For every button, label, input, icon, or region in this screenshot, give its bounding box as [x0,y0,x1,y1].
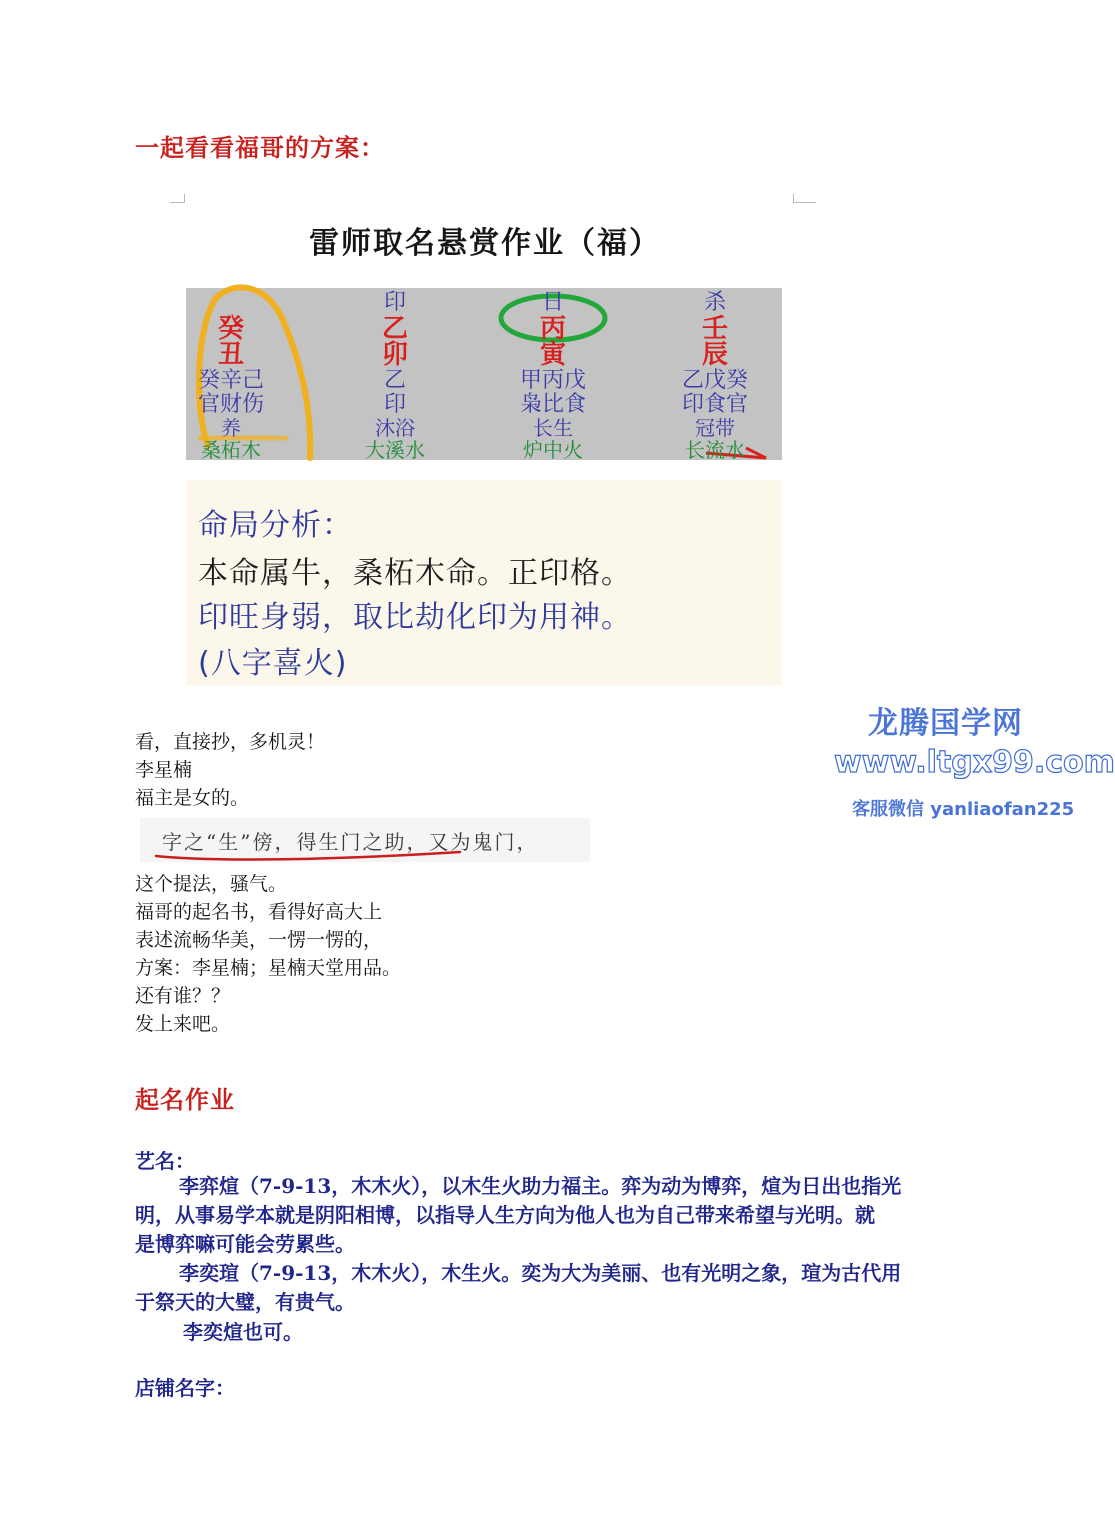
growth-stage: 冠带 [695,416,735,440]
heavenly-stem: 丙 [539,314,566,344]
ten-god: 杀 [703,290,726,315]
earthly-branch: 卯 [381,340,408,370]
nayin: 炉中火 [523,438,583,462]
watermark-title: 龙腾国学网 [868,706,1023,741]
option-line: 李奕瑄（7-9-13，木木火），木生火。奕为大为美丽、也有光明之象，瑄为古代用 [179,1261,902,1285]
comment-line: 方案：李星楠；星楠天堂用品。 [135,957,402,979]
earthly-branch: 辰 [701,340,728,370]
ten-god: 日 [541,290,564,315]
comment-line: 发上来吧。 [135,1013,231,1035]
growth-stage: 养 [221,416,241,440]
analysis-line: (八字喜火) [198,646,348,681]
analysis-line: 本命属牛，桑柘木命。正印格。 [198,556,632,591]
analysis-line: 印旺身弱，取比劫化印为用神。 [198,600,632,635]
comment-line: 李星楠 [135,759,193,781]
comment-line: 福哥的起名书，看得好高大上 [135,901,383,923]
pillar-day [498,288,608,462]
comment-block-bottom [135,870,401,1038]
nayin: 桑柘木 [201,438,261,462]
growth-stage: 长生 [533,416,573,440]
ten-god [176,292,286,316]
earthly-branch: 寅 [539,340,566,370]
homework-heading: 起名作业 [135,1086,235,1114]
comment-line: 福主是女的。 [135,787,250,809]
growth-stage: 沐浴 [375,416,415,440]
name-option-1 [135,1172,955,1259]
earthly-branch: 丑 [217,340,244,370]
comment-line: 还有谁？？ [135,985,231,1007]
hidden-stems: 甲丙戊 [519,368,586,393]
analysis-panel [186,480,782,685]
nayin: 长流水 [685,438,745,462]
name-option-3: 李奕煊也可。 [183,1320,303,1344]
comment-line: 表述流畅华美，一愣一愣的， [135,929,383,951]
hidden-ten-gods: 官财伤 [197,392,264,417]
option-line: 是博弈嘛可能会劳累些。 [135,1232,355,1256]
watermark-url: www.ltgx99.com [834,745,1115,780]
red-underline [154,848,464,862]
embedded-document-image [150,190,820,700]
hidden-ten-gods: 印食官 [681,392,748,417]
hidden-stems: 乙戊癸 [681,368,748,393]
watermark-contact: 客服微信 yanliaofan225 [852,799,1075,820]
bazi-chart [186,288,782,460]
option-line: 明，从事易学本就是阴阳相博，以指导人生方向为他人也为自己带来希望与光明。就 [135,1203,875,1227]
intro-heading: 一起看看福哥的方案： [135,134,385,162]
shop-name-label: 店铺名字： [135,1376,235,1400]
option-line: 于祭天的大璧，有贵气。 [135,1290,355,1314]
hidden-stems: 癸辛己 [197,368,264,393]
quote-text: 字之“生”傍，得生门之助，又为鬼门， [162,830,539,854]
comment-line: 看，直接抄，多机灵！ [135,731,326,753]
hidden-stems: 乙 [383,368,406,393]
comment-block-top [135,728,325,812]
comment-line: 这个提法，骚气。 [135,873,288,895]
hidden-ten-gods: 印 [383,392,406,417]
nayin: 大溪水 [365,438,425,462]
pillar-hour [660,288,770,462]
option-line: 李弈煊（7-9-13，木木火），以木生火助力福主。弈为动为博弈，煊为日出也指光 [179,1174,902,1198]
hidden-ten-gods: 枭比食 [519,392,586,417]
name-option-2 [135,1259,955,1317]
pillar-month [340,288,450,462]
pillar-year [176,288,286,462]
quoted-excerpt [140,818,590,862]
stage-name-label: 艺名： [135,1149,195,1173]
document-title: 雷师取名悬赏作业（福） [309,226,661,261]
ten-god: 印 [383,290,406,315]
heavenly-stem: 壬 [701,314,728,344]
heavenly-stem: 乙 [381,314,408,344]
heavenly-stem: 癸 [217,314,244,344]
analysis-title: 命局分析： [198,508,353,543]
